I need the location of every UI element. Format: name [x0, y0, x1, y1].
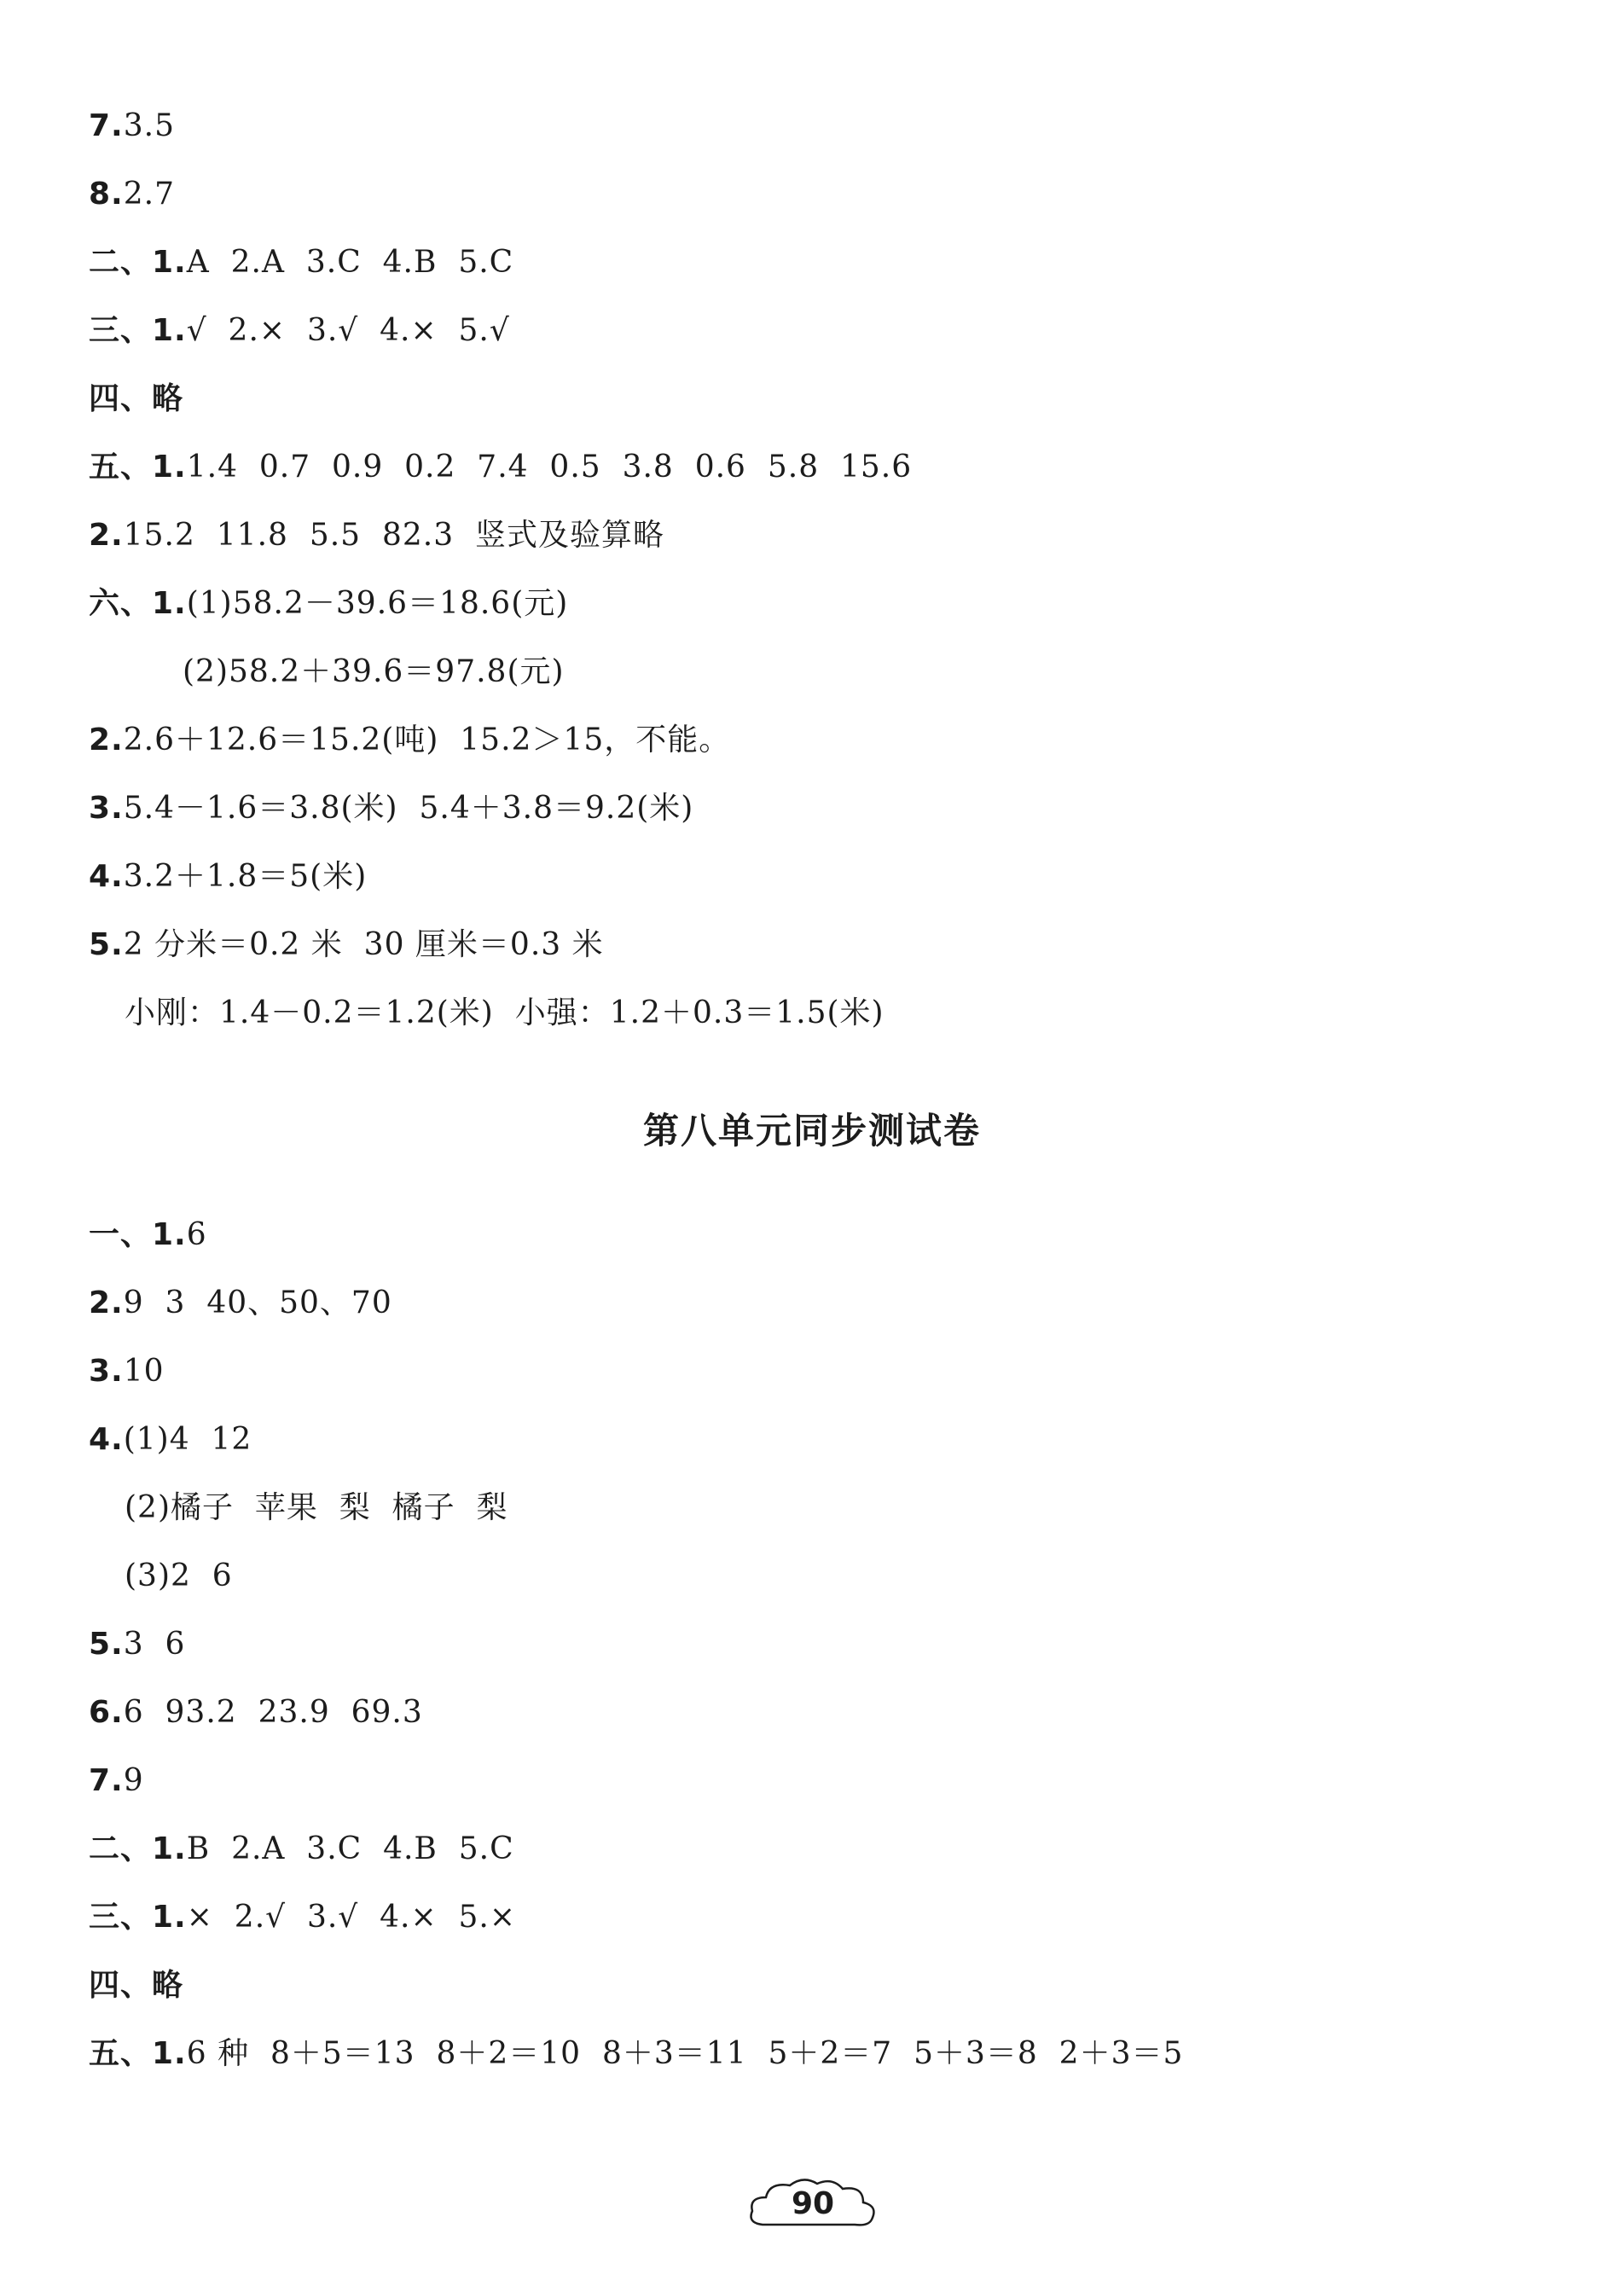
question-number: 6. [89, 1695, 124, 1730]
answer-line [89, 310, 510, 351]
answer-text: 15.2 11.8 5.5 82.3 竖式及验算略 [123, 518, 665, 553]
question-number: 四、略 [89, 381, 184, 416]
answer-text: 3 6 [123, 1627, 186, 1662]
question-number: 5. [89, 1627, 124, 1662]
answer-text: A 2.A 3.C 4.B 5.C [186, 245, 514, 280]
question-number: 五、1. [89, 2036, 187, 2071]
answer-line [89, 720, 730, 761]
answer-line [89, 1829, 514, 1870]
answer-text: 2.7 [123, 177, 175, 212]
answer-text: 1.4 0.7 0.9 0.2 7.4 0.5 3.8 0.6 5.8 15.6 [186, 450, 913, 485]
question-number: 三、1. [89, 1900, 187, 1935]
answer-line [89, 1624, 185, 1665]
answer-line [89, 1419, 252, 1460]
answer-text: (1)4 12 [123, 1422, 252, 1457]
answer-line [89, 1283, 392, 1324]
answer-text: (2)橘子 苹果 梨 橘子 梨 [125, 1490, 508, 1525]
answer-line [89, 583, 568, 624]
question-number: 4. [89, 859, 124, 894]
answer-text: 10 [123, 1354, 165, 1389]
answer-line [125, 1556, 233, 1597]
question-number: 4. [89, 1422, 124, 1457]
question-number: 7. [89, 1763, 124, 1798]
answer-line [183, 652, 565, 693]
answer-text: (3)2 6 [125, 1558, 233, 1593]
page-number: 90 [791, 2186, 835, 2221]
question-number: 3. [89, 1354, 124, 1389]
answer-line [89, 2034, 1183, 2075]
question-number: 2. [89, 1285, 124, 1320]
answer-text: 6 [186, 1217, 207, 1252]
question-number: 7. [89, 108, 124, 143]
answer-text: × 2.√ 3.√ 4.× 5.× [186, 1900, 517, 1935]
question-number: 一、1. [89, 1217, 187, 1252]
question-number: 8. [89, 177, 124, 212]
answer-text: 3.2＋1.8＝5(米) [123, 859, 368, 894]
question-number: 五、1. [89, 450, 187, 485]
answer-line [89, 788, 693, 829]
answer-line [89, 1215, 207, 1256]
section-title: 第八单元同步测试卷 [642, 1110, 981, 1152]
answer-line [89, 1965, 183, 2006]
answer-text: 5.4－1.6＝3.8(米) 5.4＋3.8＝9.2(米) [123, 791, 694, 826]
answer-line [125, 993, 884, 1034]
question-number: 5. [89, 927, 124, 962]
question-number: 二、1. [89, 1831, 187, 1866]
answer-text: 2.6＋12.6＝15.2(吨) 15.2＞15，不能。 [123, 722, 731, 757]
answer-line [89, 1351, 165, 1392]
answer-text: 6 93.2 23.9 69.3 [123, 1695, 423, 1730]
answer-line [89, 925, 604, 966]
answer-line [89, 242, 513, 283]
answer-line [89, 447, 912, 488]
answer-text: 3.5 [123, 108, 175, 143]
question-number: 二、1. [89, 245, 187, 280]
answer-text: 小刚：1.4－0.2＝1.2(米) 小强：1.2＋0.3＝1.5(米) [125, 995, 884, 1030]
answer-text: 6 种 8＋5＝13 8＋2＝10 8＋3＝11 5＋2＝7 5＋3＝8 2＋3＝5 [186, 2036, 1184, 2071]
question-number: 2. [89, 722, 124, 757]
answer-line [89, 379, 183, 420]
answer-text: B 2.A 3.C 4.B 5.C [186, 1831, 514, 1866]
answer-text: (2)58.2＋39.6＝97.8(元) [183, 654, 565, 689]
answer-text: √ 2.× 3.√ 4.× 5.√ [186, 313, 510, 348]
answer-line [125, 1488, 508, 1529]
answer-line [89, 856, 367, 897]
answer-text: (1)58.2－39.6＝18.6(元) [186, 586, 569, 621]
question-number: 三、1. [89, 313, 187, 348]
question-number: 六、1. [89, 586, 187, 621]
page-number-badge [744, 2173, 882, 2235]
answer-line [89, 1897, 516, 1938]
answer-text: 9 [123, 1763, 144, 1798]
answer-line [89, 1761, 144, 1802]
question-number: 3. [89, 791, 124, 826]
question-number: 2. [89, 518, 124, 553]
answer-text: 9 3 40、50、70 [123, 1285, 392, 1320]
question-number: 四、略 [89, 1968, 184, 2003]
answer-line [89, 174, 175, 215]
answer-line [89, 106, 175, 147]
answer-line [89, 1692, 423, 1733]
answer-text: 2 分米＝0.2 米 30 厘米＝0.3 米 [123, 927, 604, 962]
answer-line [89, 515, 664, 556]
